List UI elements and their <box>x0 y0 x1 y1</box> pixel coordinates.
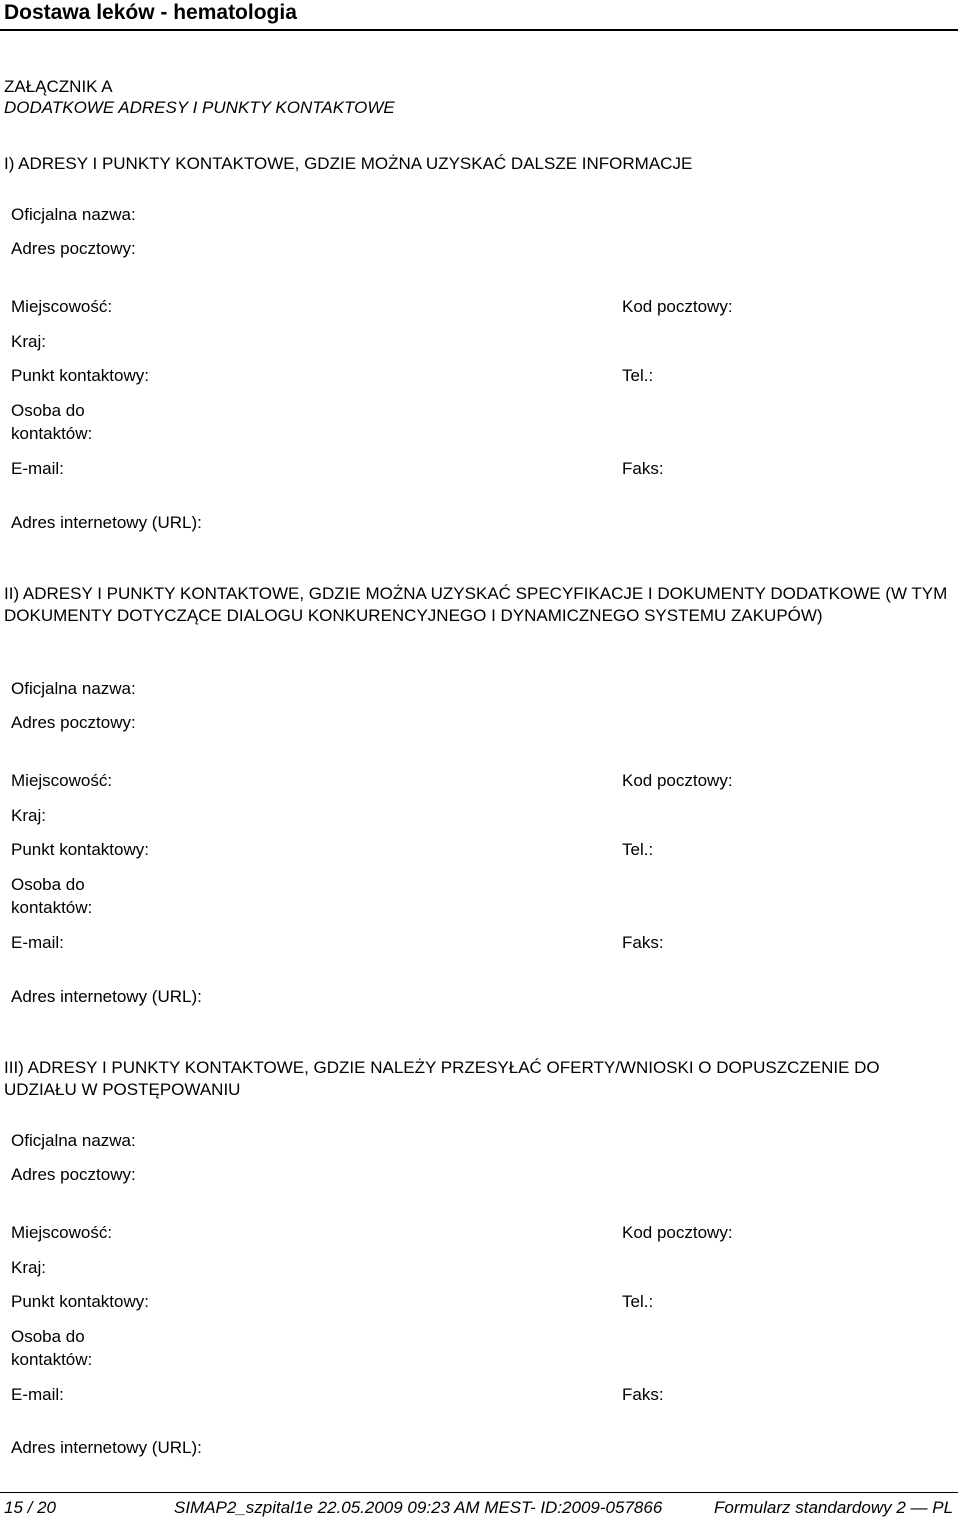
document-id: SIMAP2_szpital1e 22.05.2009 09:23 AM MEST- ID:2009-057866 <box>174 1498 663 1517</box>
url-label: Adres internetowy (URL): <box>11 513 202 532</box>
official-name-label: Oficjalna nazwa: <box>11 205 136 224</box>
email-label: E-mail: <box>11 459 64 478</box>
email-label: E-mail: <box>11 1385 64 1404</box>
postal-code-label: Kod pocztowy: <box>622 771 733 790</box>
official-name-label: Oficjalna nazwa: <box>11 679 136 698</box>
contact-person-label-1: Osoba do <box>11 1327 85 1346</box>
email-label: E-mail: <box>11 933 64 952</box>
section-2-heading: II) ADRESY I PUNKTY KONTAKTOWE, GDZIE MOŻNA UZYSKAĆ SPECYFIKACJE I DOKUMENTY DODATKOWE (W TYM DOKUMENTY DOTYCZĄCE DIALOGU KONKURENCYJNEGO I DYNAMICZNEGO SYSTEMU ZAKUPÓW) <box>4 584 948 625</box>
url-label: Adres internetowy (URL): <box>11 987 202 1006</box>
annex-line-2: DODATKOWE ADRESY I PUNKTY KONTAKTOWE <box>4 98 395 117</box>
annex-title <box>4 76 395 118</box>
contact-point-label: Punkt kontaktowy: <box>11 1292 149 1311</box>
postal-address-label: Adres pocztowy: <box>11 1165 136 1184</box>
contact-person-label-2: kontaktów: <box>11 1350 93 1369</box>
footer-rule <box>0 1492 958 1493</box>
title-rule <box>0 29 958 31</box>
postal-code-label: Kod pocztowy: <box>622 1223 733 1242</box>
postal-address-label: Adres pocztowy: <box>11 239 136 258</box>
contact-person-label-2: kontaktów: <box>11 898 93 917</box>
country-label: Kraj: <box>11 332 46 351</box>
url-label: Adres internetowy (URL): <box>11 1438 202 1457</box>
postal-address-label: Adres pocztowy: <box>11 713 136 732</box>
contact-person-label-2: kontaktów: <box>11 424 93 443</box>
fax-label: Faks: <box>622 1385 664 1404</box>
fax-label: Faks: <box>622 459 664 478</box>
official-name-label: Oficjalna nazwa: <box>11 1131 136 1150</box>
contact-person-label-1: Osoba do <box>11 401 85 420</box>
contact-point-label: Punkt kontaktowy: <box>11 366 149 385</box>
phone-label: Tel.: <box>622 840 654 859</box>
annex-line-1: ZAŁĄCZNIK A <box>4 77 113 96</box>
contact-person-label-1: Osoba do <box>11 875 85 894</box>
country-label: Kraj: <box>11 1258 46 1277</box>
country-label: Kraj: <box>11 806 46 825</box>
phone-label: Tel.: <box>622 1292 654 1311</box>
page-number: 15 / 20 <box>4 1498 56 1517</box>
form-name: Formularz standardowy 2 — PL <box>714 1498 954 1517</box>
fax-label: Faks: <box>622 933 664 952</box>
page-title: Dostawa leków - hematologia <box>4 1 297 24</box>
section-3-heading: III) ADRESY I PUNKTY KONTAKTOWE, GDZIE NALEŻY PRZESYŁAĆ OFERTY/WNIOSKI O DOPUSZCZENIE DO UDZIAŁU W POSTĘPOWANIU <box>4 1058 880 1099</box>
town-label: Miejscowość: <box>11 771 113 790</box>
town-label: Miejscowość: <box>11 1223 113 1242</box>
postal-code-label: Kod pocztowy: <box>622 297 733 316</box>
town-label: Miejscowość: <box>11 297 113 316</box>
contact-point-label: Punkt kontaktowy: <box>11 840 149 859</box>
phone-label: Tel.: <box>622 366 654 385</box>
section-1-heading: I) ADRESY I PUNKTY KONTAKTOWE, GDZIE MOŻNA UZYSKAĆ DALSZE INFORMACJE <box>4 154 693 173</box>
